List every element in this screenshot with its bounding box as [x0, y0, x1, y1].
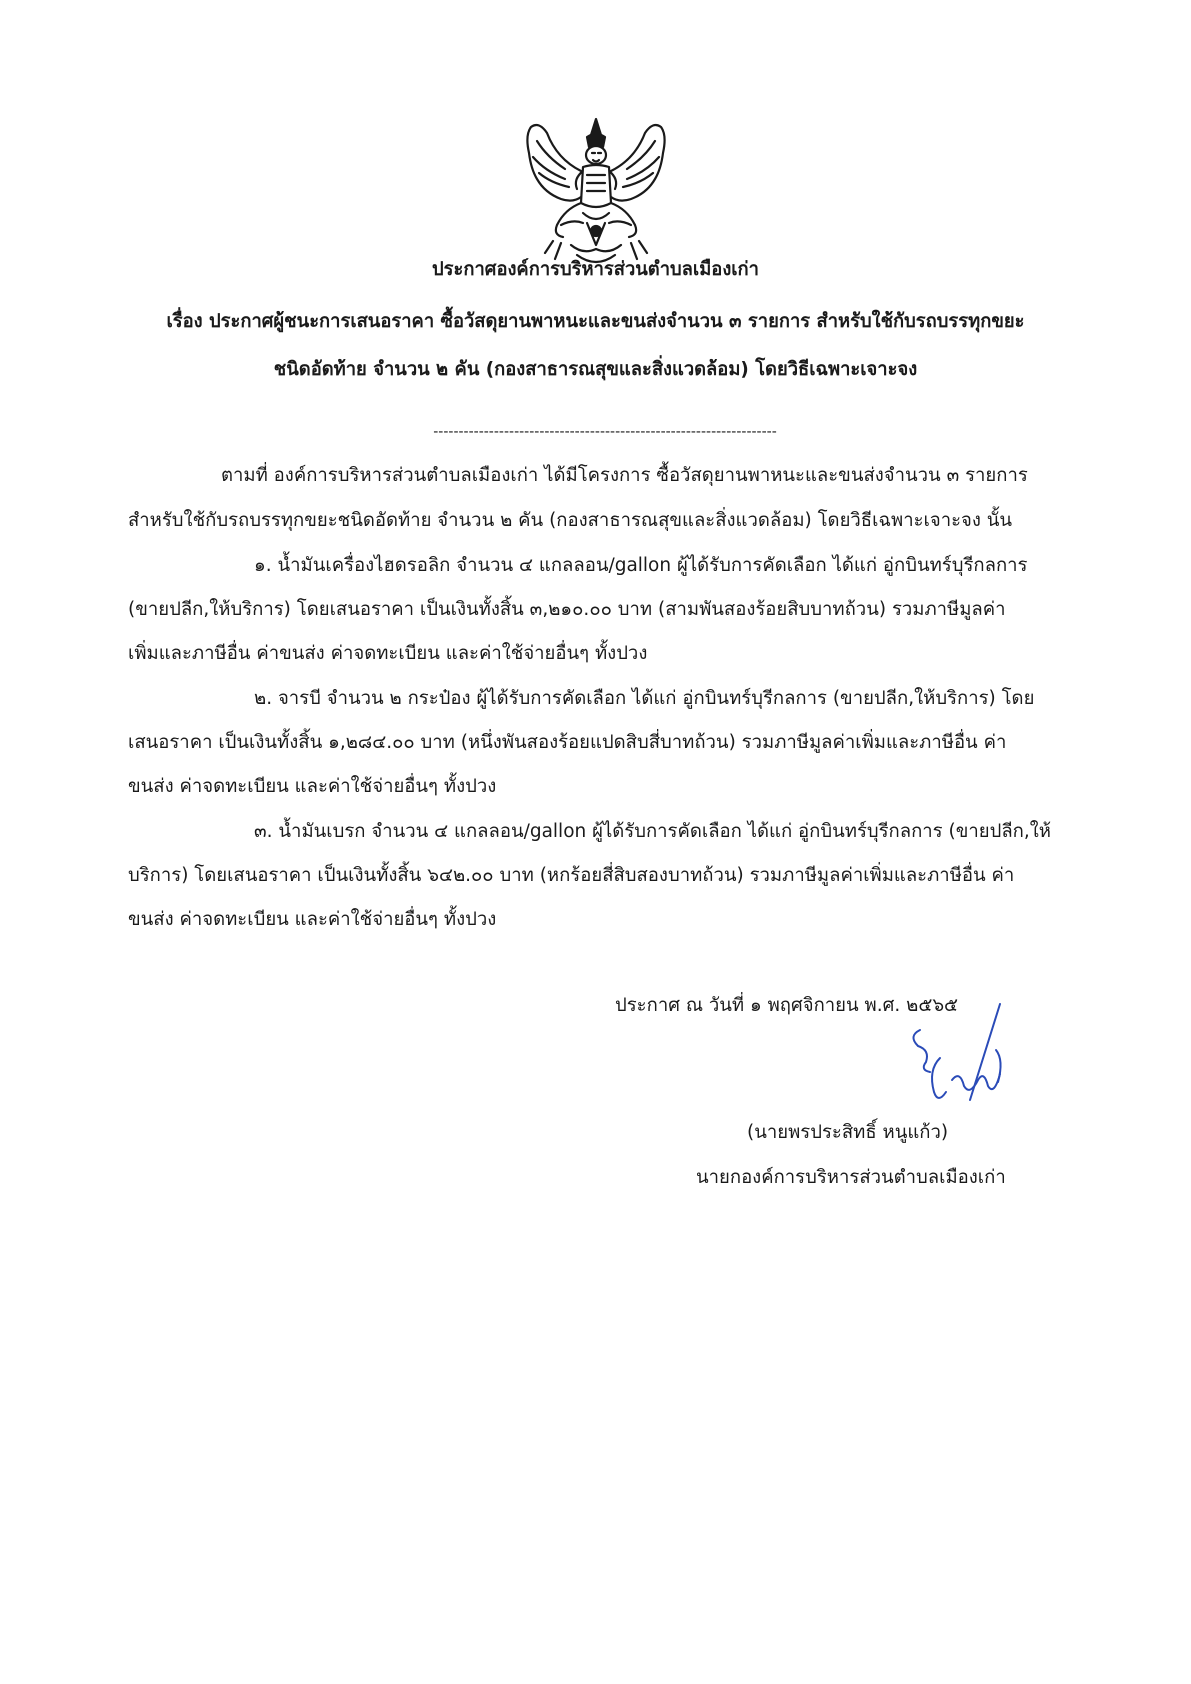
- item-2-line-1: ๒. จารบี จำนวน ๒ กระป๋อง ผู้ได้รับการคัดเลือก ได้แก่ อู่กบินทร์บุรีกลการ (ขายปลีก,ให้บริการ) โดย: [254, 688, 1035, 709]
- item-3-line-1: ๓. น้ำมันเบรก จำนวน ๔ แกลลอน/gallon ผู้ได้รับการคัดเลือก ได้แก่ อู่กบินทร์บุรีกลการ (ขายปลีก,ให้: [254, 821, 1051, 842]
- announcement-title: ประกาศองค์การบริหารส่วนตำบลเมืองเก่า: [432, 258, 759, 280]
- item-3-line-3: ขนส่ง ค่าจดทะเบียน และค่าใช้จ่ายอื่นๆ ทั้งปวง: [128, 909, 497, 930]
- item-1-line-2: (ขายปลีก,ให้บริการ) โดยเสนอราคา เป็นเงินทั้งสิ้น ๓,๒๑๐.๐๐ บาท (สามพันสองร้อยสิบบาทถ้วน) รวมภาษีมูลค่า: [128, 599, 1006, 620]
- item-1-line-3: เพิ่มและภาษีอื่น ค่าขนส่ง ค่าจดทะเบียน และค่าใช้จ่ายอื่นๆ ทั้งปวง: [128, 643, 648, 664]
- header-divider: --------------------------------------------------------------------: [433, 424, 777, 440]
- announcement-date: ประกาศ ณ วันที่ ๑ พฤศจิกายน พ.ศ. ๒๕๖๕: [615, 995, 959, 1016]
- signer-title: นายกองค์การบริหารส่วนตำบลเมืองเก่า: [696, 1167, 1006, 1188]
- subject-line-1: เรื่อง ประกาศผู้ชนะการเสนอราคา ซื้อวัสดุยานพาหนะและขนส่งจำนวน ๓ รายการ สำหรับใช้กับรถบรรทุกขยะ: [166, 310, 1025, 332]
- handwritten-signature-icon: [900, 1000, 1020, 1110]
- item-2-line-3: ขนส่ง ค่าจดทะเบียน และค่าใช้จ่ายอื่นๆ ทั้งปวง: [128, 776, 497, 797]
- item-3-line-2: บริการ) โดยเสนอราคา เป็นเงินทั้งสิ้น ๖๔๒.๐๐ บาท (หกร้อยสี่สิบสองบาทถ้วน) รวมภาษีมูลค่าเพิ่มและภาษีอื่น ค่า: [128, 865, 1015, 886]
- item-2-line-2: เสนอราคา เป็นเงินทั้งสิ้น ๑,๒๘๔.๐๐ บาท (หนึ่งพันสองร้อยแปดสิบสี่บาทถ้วน) รวมภาษีมูลค่าเพิ่มและภาษีอื่น ค่า: [128, 732, 1007, 753]
- garuda-emblem-icon: [517, 113, 675, 273]
- signer-name: (นายพรประสิทธิ์ หนูแก้ว): [747, 1122, 949, 1143]
- intro-line-2: สำหรับใช้กับรถบรรทุกขยะชนิดอัดท้าย จำนวน ๒ คัน (กองสาธารณสุขและสิ่งแวดล้อม) โดยวิธีเฉพาะเจาะจง นั้น: [128, 510, 1013, 531]
- intro-line-1: ตามที่ องค์การบริหารส่วนตำบลเมืองเก่า ได้มีโครงการ ซื้อวัสดุยานพาหนะและขนส่งจำนวน ๓ รายการ: [221, 465, 1028, 486]
- item-1-line-1: ๑. น้ำมันเครื่องไฮดรอลิก จำนวน ๔ แกลลอน/gallon ผู้ได้รับการคัดเลือก ได้แก่ อู่กบินทร์บุรีกลการ: [254, 555, 1028, 576]
- subject-line-2: ชนิดอัดท้าย จำนวน ๒ คัน (กองสาธารณสุขและสิ่งแวดล้อม) โดยวิธีเฉพาะเจาะจง: [273, 358, 918, 380]
